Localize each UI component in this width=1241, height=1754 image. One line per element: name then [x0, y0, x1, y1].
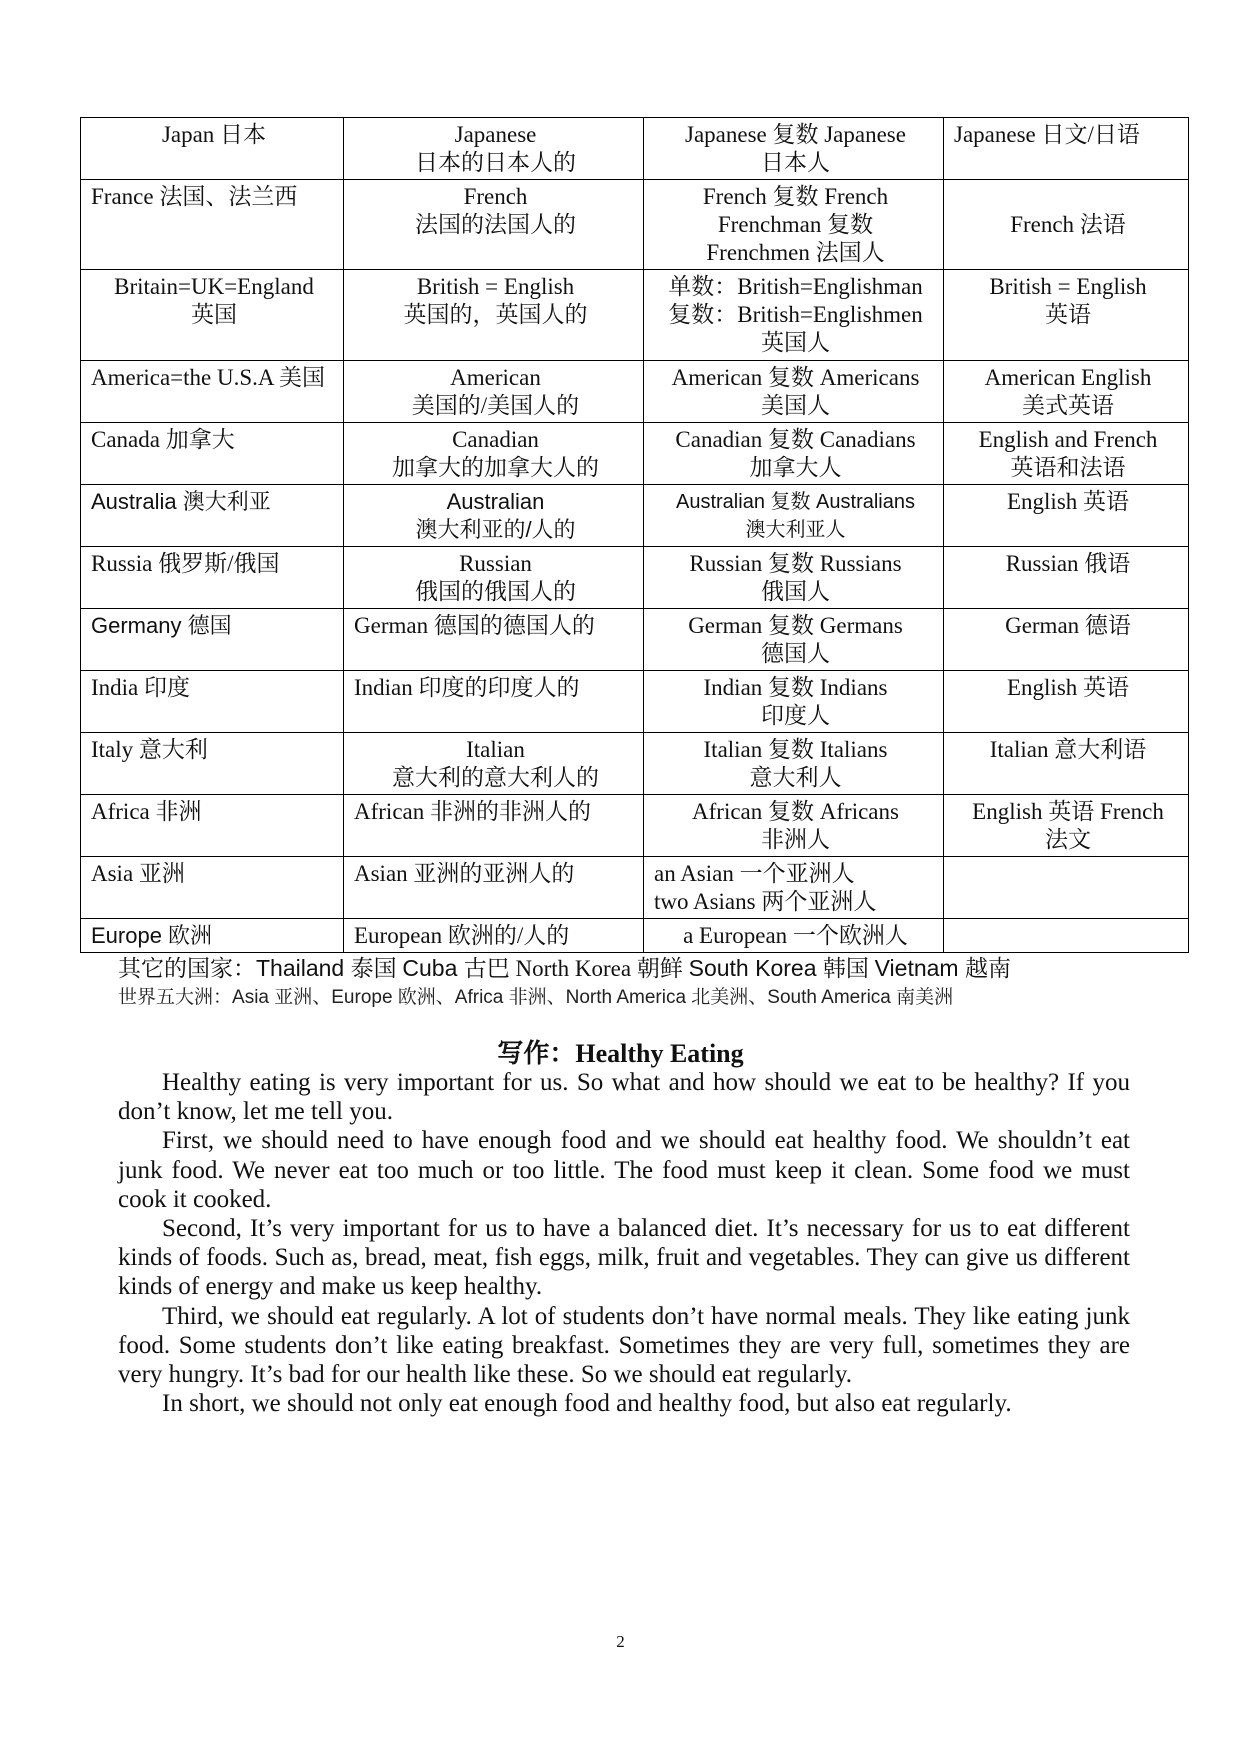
essay-paragraph: First, we should need to have enough food and we should eat healthy food. We shouldn’t eat junk food. We never eat too much or too little. The food must keep it clean. Some food we must cook it cooked.: [118, 1127, 1130, 1213]
other-country-item: North Korea 朝鲜: [515, 956, 683, 981]
language-cell: English 英语: [944, 671, 1189, 733]
other-country-item: Thailand 泰国: [256, 955, 397, 981]
adjective-cell: Japanese 日本的日本人的: [344, 118, 644, 180]
person-cell: Indian 复数 Indians 印度人: [644, 671, 944, 733]
country-cell: Europe 欧洲: [81, 919, 344, 953]
nationality-table: [80, 117, 1189, 953]
table-row: [81, 733, 1189, 795]
other-countries-line: [118, 953, 1011, 984]
other-country-item: Vietnam 越南: [874, 955, 1011, 981]
language-cell: Russian 俄语: [944, 547, 1189, 609]
person-cell: French 复数 French Frenchman 复数 Frenchmen 法国人: [644, 180, 944, 270]
continents-label: 世界五大洲：: [118, 987, 233, 1008]
language-cell: [944, 857, 1189, 919]
country-cell: France 法国、法兰西: [81, 180, 344, 270]
country-cell: Africa 非洲: [81, 795, 344, 857]
table-row: [81, 671, 1189, 733]
language-cell: French 法语: [944, 180, 1189, 270]
adjective-cell: European 欧洲的/人的: [344, 919, 644, 953]
language-cell: German 德语: [944, 609, 1189, 671]
language-cell: American English 美式英语: [944, 361, 1189, 423]
person-cell: Russian 复数 Russians 俄国人: [644, 547, 944, 609]
essay-body: [118, 1068, 1130, 1418]
person-cell: African 复数 Africans 非洲人: [644, 795, 944, 857]
other-country-item: South Korea 韩国: [688, 955, 869, 981]
person-cell: a European 一个欧洲人: [644, 919, 944, 953]
table-row: [81, 547, 1189, 609]
table-row: [81, 857, 1189, 919]
continents-line: [118, 985, 953, 1011]
language-cell: English 英语: [944, 485, 1189, 547]
person-cell: American 复数 Americans 美国人: [644, 361, 944, 423]
essay-title: 写作：Healthy Eating: [497, 1039, 744, 1068]
table-row: [81, 118, 1189, 180]
adjective-cell: Asian 亚洲的亚洲人的: [344, 857, 644, 919]
person-cell: an Asian 一个亚洲人 two Asians 两个亚洲人: [644, 857, 944, 919]
adjective-cell: Indian 印度的印度人的: [344, 671, 644, 733]
table-row: [81, 919, 1189, 953]
person-cell: Italian 复数 Italians 意大利人: [644, 733, 944, 795]
table-row: [81, 609, 1189, 671]
person-cell: 单数：British=Englishman 复数：British=Englishmen 英国人: [644, 270, 944, 361]
country-cell: Asia 亚洲: [81, 857, 344, 919]
country-cell: Britain=UK=England 英国: [81, 270, 344, 361]
person-cell: Australian 复数 Australians 澳大利亚人: [644, 485, 944, 547]
country-cell: Australia 澳大利亚: [81, 485, 344, 547]
person-cell: Japanese 复数 Japanese 日本人: [644, 118, 944, 180]
language-cell: [944, 919, 1189, 953]
table-row: [81, 423, 1189, 485]
page-number: 2: [616, 1632, 625, 1651]
country-cell: Italy 意大利: [81, 733, 344, 795]
table-row: [81, 270, 1189, 361]
adjective-cell: Russian 俄国的俄国人的: [344, 547, 644, 609]
adjective-cell: Canadian 加拿大的加拿大人的: [344, 423, 644, 485]
other-country-item: Cuba 古巴: [402, 955, 510, 981]
adjective-cell: German 德国的德国人的: [344, 609, 644, 671]
country-cell: Japan 日本: [81, 118, 344, 180]
adjective-cell: American 美国的/美国人的: [344, 361, 644, 423]
table-row: [81, 485, 1189, 547]
country-cell: Canada 加拿大: [81, 423, 344, 485]
adjective-cell: French 法国的法国人的: [344, 180, 644, 270]
country-cell: America=the U.S.A 美国: [81, 361, 344, 423]
language-cell: Italian 意大利语: [944, 733, 1189, 795]
essay-paragraph: In short, we should not only eat enough food and healthy food, but also eat regularly.: [162, 1390, 1012, 1418]
essay-paragraph: Healthy eating is very important for us. So what and how should we eat to be healthy? If you don’t know, let me tell you.: [118, 1069, 1130, 1126]
essay-paragraph: Third, we should eat regularly. A lot of students don’t have normal meals. They like eating junk food. Some students don’t like eating breakfast. Sometimes they are very full, sometimes they are very hungry. It’s bad for our health like these. So we should eat regularly.: [118, 1302, 1130, 1389]
language-cell: British = English 英语: [944, 270, 1189, 361]
country-cell: Russia 俄罗斯/俄国: [81, 547, 344, 609]
table-row: [81, 795, 1189, 857]
continents-text: Asia 亚洲、Europe 欧洲、Africa 非洲、North America 北美洲、South America 南美洲: [232, 987, 954, 1008]
person-cell: Canadian 复数 Canadians 加拿大人: [644, 423, 944, 485]
essay-paragraph: Second, It’s very important for us to have a balanced diet. It’s necessary for us to eat different kinds of foods. Such as, bread, meat, fish eggs, milk, fruit and vegetables. They can give us different kinds of energy and make us keep healthy.: [118, 1215, 1130, 1301]
country-cell: India 印度: [81, 671, 344, 733]
other-countries-label: 其它的国家：: [118, 956, 256, 981]
person-cell: German 复数 Germans 德国人: [644, 609, 944, 671]
table-row: [81, 361, 1189, 423]
country-cell: Germany 德国: [81, 609, 344, 671]
adjective-cell: African 非洲的非洲人的: [344, 795, 644, 857]
language-cell: English 英语 French 法文: [944, 795, 1189, 857]
language-cell: Japanese 日文/日语: [944, 118, 1189, 180]
adjective-cell: Italian 意大利的意大利人的: [344, 733, 644, 795]
table-row: [81, 180, 1189, 270]
adjective-cell: British = English 英国的，英国人的: [344, 270, 644, 361]
language-cell: English and French 英语和法语: [944, 423, 1189, 485]
adjective-cell: Australian 澳大利亚的/人的: [344, 485, 644, 547]
